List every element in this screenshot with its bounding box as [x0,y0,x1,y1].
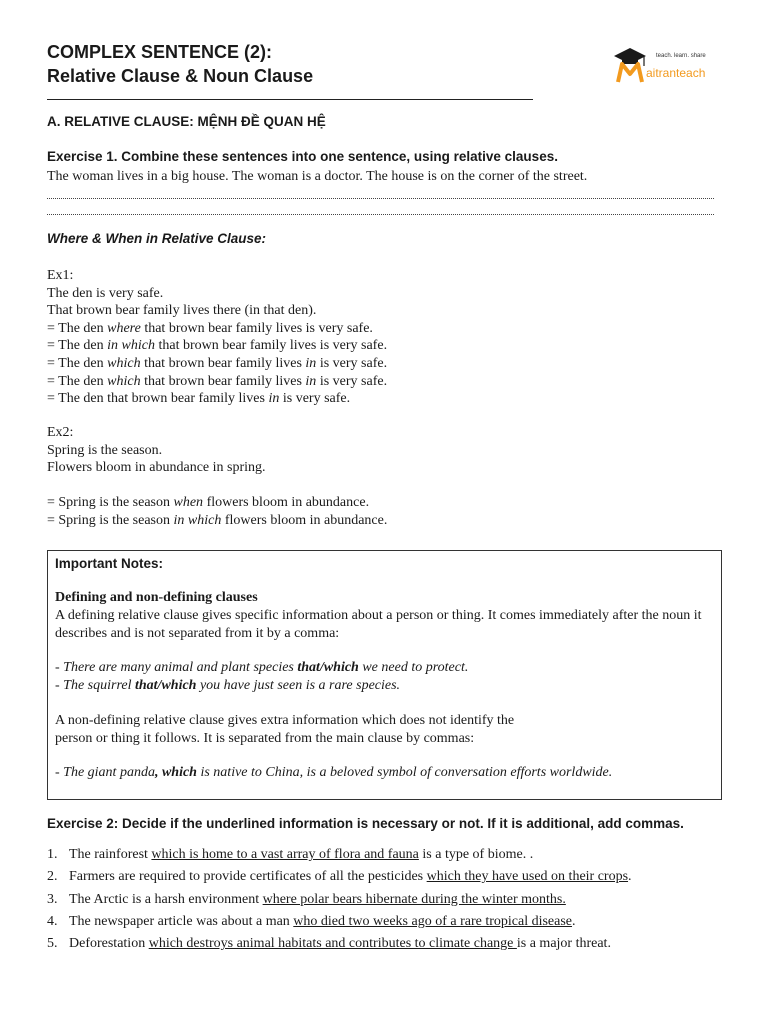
logo-tagline: teach. learn. share [656,53,706,59]
ex1-sentence2: That brown bear family lives there (in that den). [47,303,317,319]
ex1-result1: = The den where that brown bear family lives is very safe. [47,320,373,336]
title-divider [47,99,533,100]
defining-example1: - There are many animal and plant species that/which we need to protect. [55,660,469,675]
defining-example2: - The squirrel that/which you have just seen is a rare species. [55,677,401,693]
answer-line-2[interactable] [47,214,714,215]
ex1-result4: = The den which that brown bear family lives in is very safe. [47,373,388,389]
exercise2-title: Exercise 2: Decide if the underlined information is necessary or not. If it is additional, add commas. [47,816,684,831]
ex1-label: Ex1: [47,268,74,283]
defining-examples [55,659,468,694]
defining-text: A defining relative clause gives specific information about a person or thing. It comes immediately after the noun it describes and is not separated from it by a comma: [55,608,702,641]
notes-title: Important Notes: [55,556,163,571]
exercise1-prompt: The woman lives in a big house. The woman is a doctor. The house is on the corner of the street. [47,169,588,184]
example2-block [47,424,266,477]
example2-results [47,494,387,529]
where-when-heading: Where & When in Relative Clause: [47,231,267,246]
page-title-line1: COMPLEX SENTENCE (2): [47,42,273,62]
defining-title: Defining and non-defining clauses [55,590,258,605]
list-item: 3. The Arctic is a harsh environment where polar bears hibernate during the winter months. [47,891,566,907]
ex2-label: Ex2: [47,425,74,440]
list-item: 2. Farmers are required to provide certificates of all the pesticides which they have used on their crops. [47,869,632,885]
nondefining-text: A non-defining relative clause gives extra information which does not identify the person or thing it follows. It is separated from the main clause by commas: [55,713,515,746]
section-a-heading: A. RELATIVE CLAUSE: MỆNH ĐỀ QUAN HỆ [47,114,326,129]
nondefining-example: - The giant panda, which is native to China, is a beloved symbol of conversation efforts worldwide. [55,765,613,780]
exercise1-title: Exercise 1. Combine these sentences into one sentence, using relative clauses. [47,149,558,164]
ex1-result5: = The den that brown bear family lives in is very safe. [47,391,351,407]
ex2-sentence1: Spring is the season. [47,442,163,458]
list-item: 1. The rainforest which is home to a vast array of flora and fauna is a type of biome. . [47,847,534,862]
ex2-result2: = Spring is the season in which flowers bloom in abundance. [47,512,388,528]
ex1-sentence1: The den is very safe. [47,285,164,301]
page-title-line2: Relative Clause & Noun Clause [47,66,314,86]
answer-line-1[interactable] [47,198,714,199]
logo-wordmark: aitranteach [646,66,706,80]
list-item: 5. Deforestation which destroys animal habitats and contributes to climate change is a major threat. [47,936,611,952]
example1-block [47,267,387,408]
exercise2-list [47,847,632,958]
list-item: 4. The newspaper article was about a man who died two weeks ago of a rare tropical disease. [47,913,576,929]
maitranteach-logo [612,44,722,88]
ex1-result2: = The den in which that brown bear family lives is very safe. [47,338,388,354]
ex2-sentence2: Flowers bloom in abundance in spring. [47,460,266,476]
ex1-result3: = The den which that brown bear family lives in is very safe. [47,355,388,371]
ex2-result1: = Spring is the season when flowers bloom in abundance. [47,495,370,510]
